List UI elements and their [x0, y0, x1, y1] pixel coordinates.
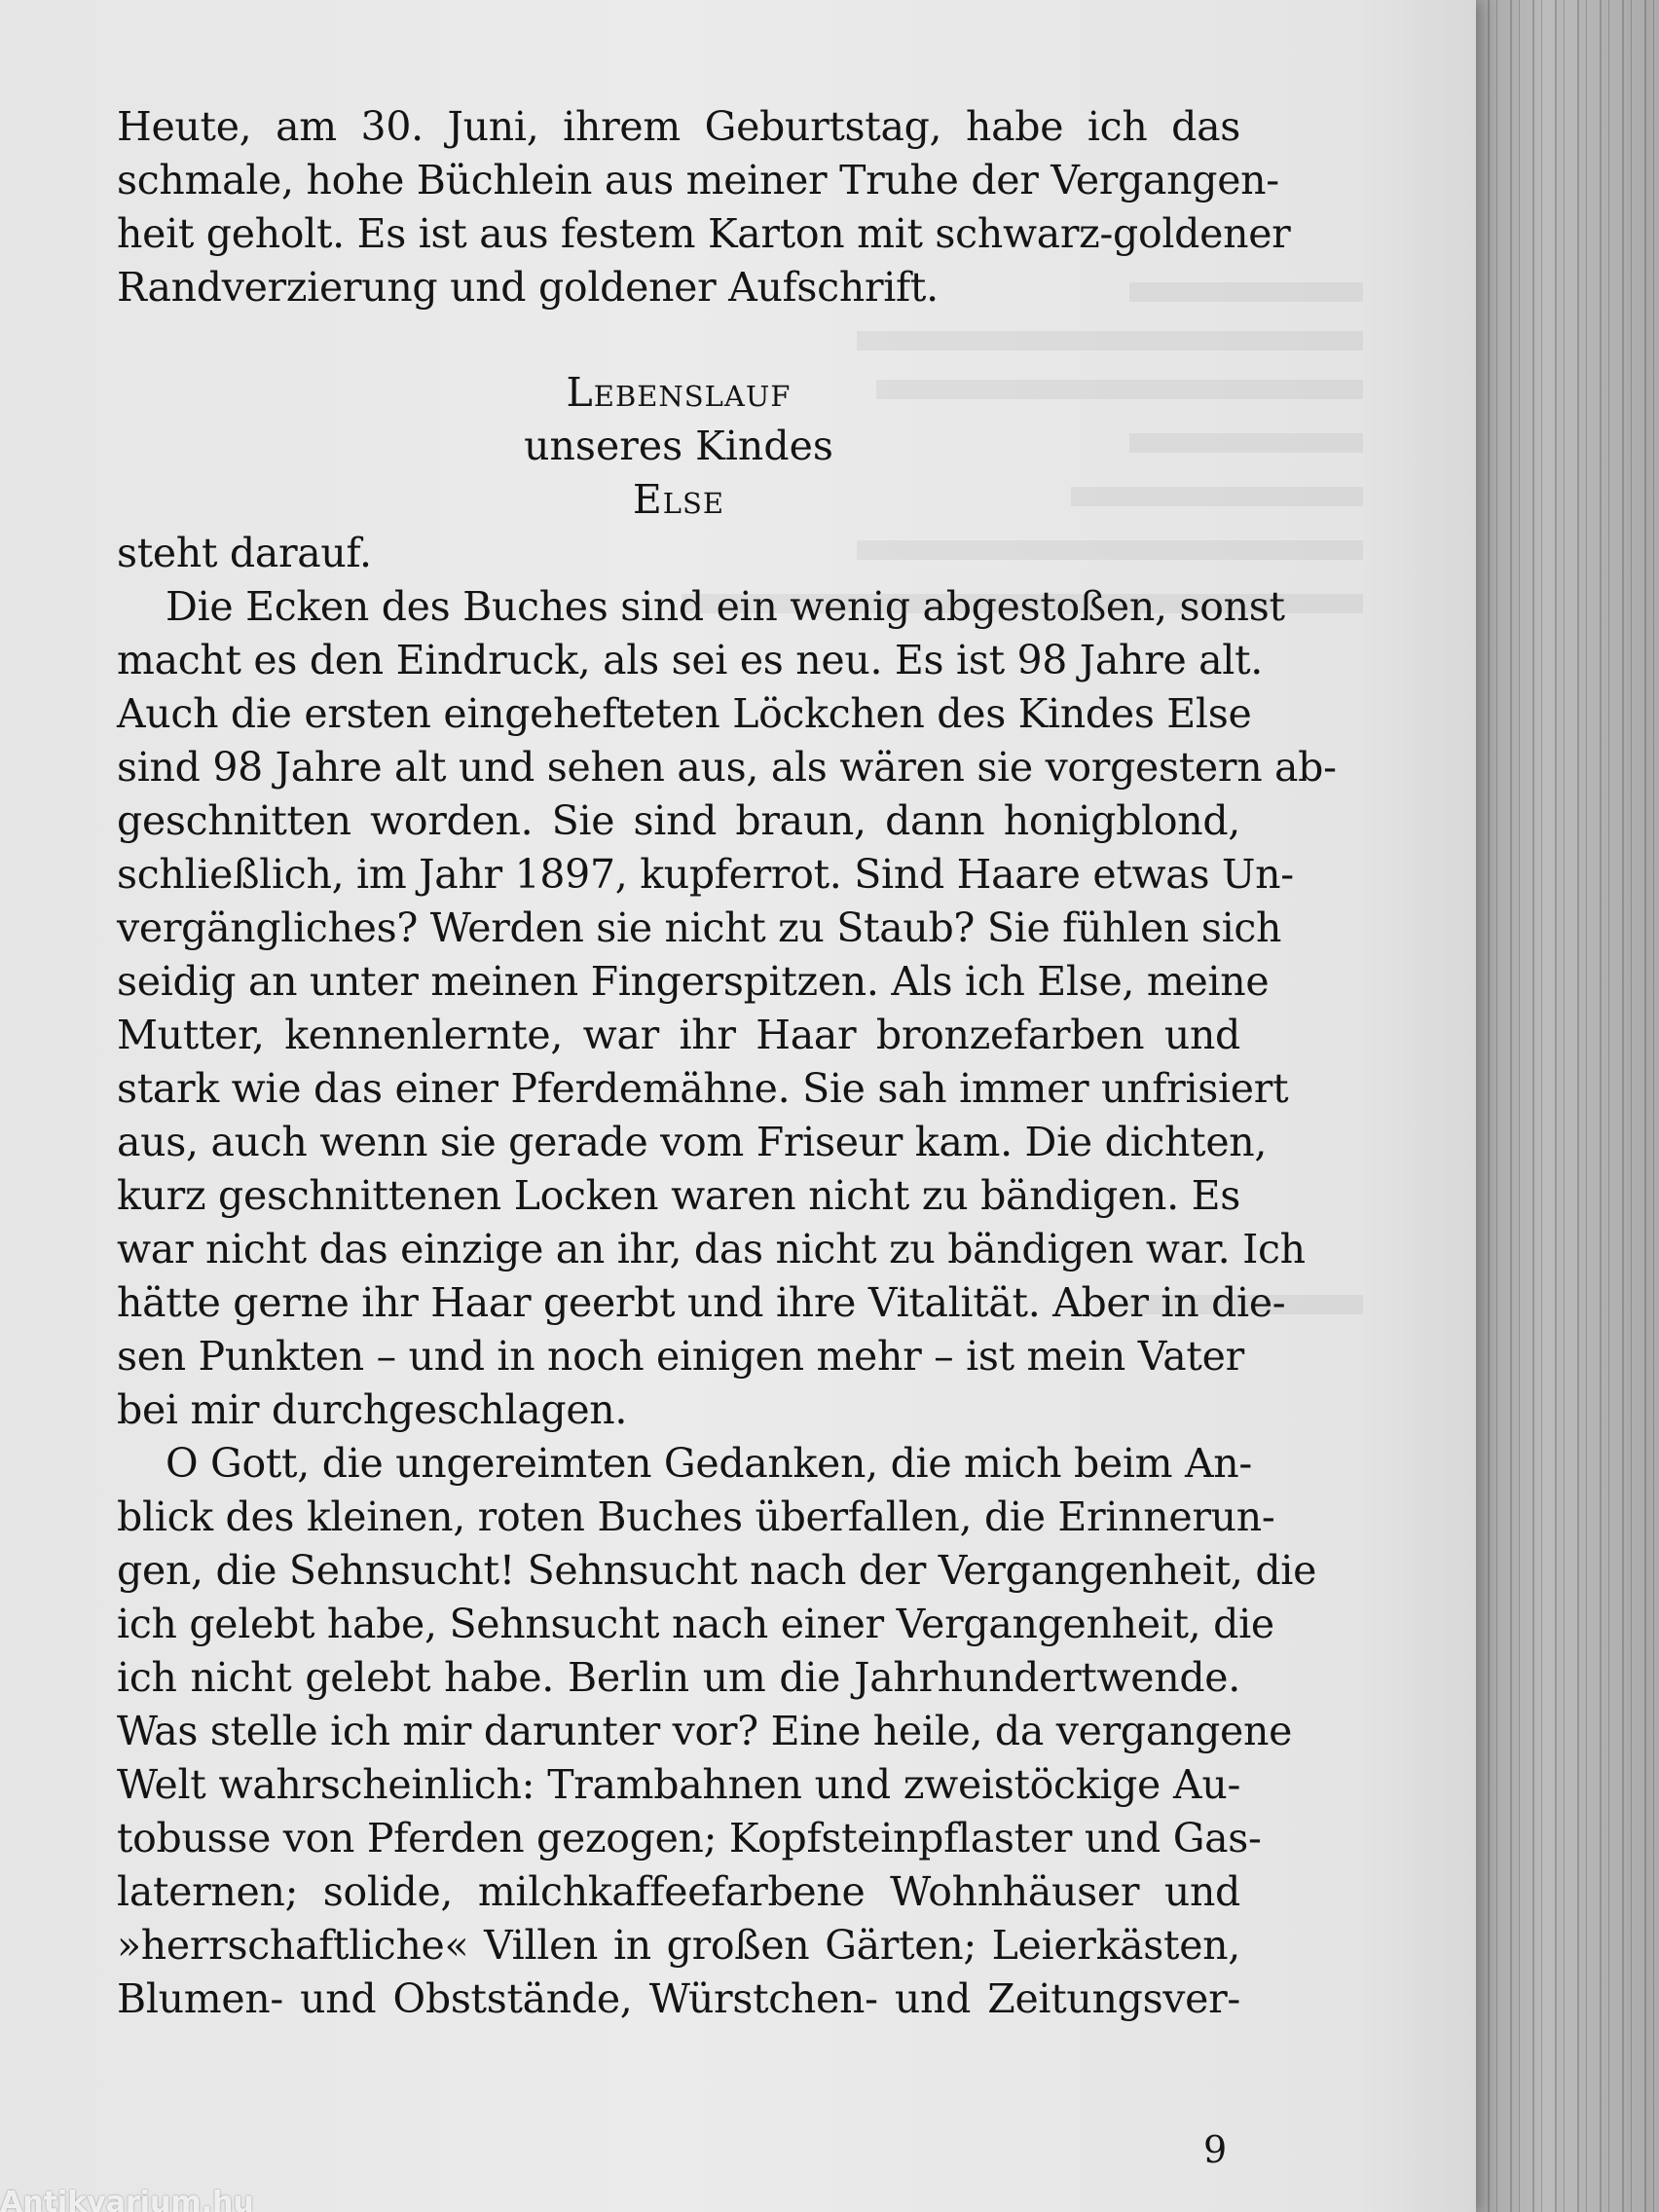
page-number: 9	[1203, 2128, 1228, 2171]
heading-name: Else	[632, 476, 725, 523]
text-line: sen Punkten – und in noch einigen mehr – ist mein Vater	[117, 1333, 1244, 1380]
text-line: sind 98 Jahre alt und sehen aus, als wären sie vorgestern ab-	[117, 744, 1337, 791]
text-line: ich gelebt habe, Sehnsucht nach einer Vergangenheit, die	[117, 1601, 1274, 1647]
text-line: gen, die Sehnsucht! Sehnsucht nach der Vergangenheit, die	[117, 1547, 1317, 1594]
text-line: kurz geschnittenen Locken waren nicht zu bändigen. Es	[117, 1172, 1240, 1219]
text-line: bei mir durchgeschlagen.	[117, 1386, 628, 1433]
text-line: ich nicht gelebt habe. Berlin um die Jahrhundertwende.	[117, 1654, 1240, 1701]
text-line: heit geholt. Es ist aus festem Karton mit schwarz-goldener	[117, 210, 1291, 257]
text-line: stark wie das einer Pferdemähne. Sie sah immer unfrisiert	[117, 1065, 1289, 1112]
text-line: Welt wahrscheinlich: Trambahnen und zweistöckige Au-	[117, 1761, 1240, 1808]
text-line: macht es den Eindruck, als sei es neu. Es ist 98 Jahre alt.	[117, 637, 1264, 683]
text-line: laternen; solide, milchkaffeefarbene Wohnhäuser und	[117, 1868, 1240, 1915]
text-line: tobusse von Pferden gezogen; Kopfsteinpflaster und Gas-	[117, 1815, 1262, 1862]
text-line: steht darauf.	[117, 530, 372, 576]
text-line: Mutter, kennenlernte, war ihr Haar bronzefarben und	[117, 1012, 1240, 1058]
heading-subtitle: unseres Kindes	[524, 423, 833, 469]
text-line: Die Ecken des Buches sind ein wenig abgestoßen, sonst	[166, 583, 1285, 630]
text-line: Was stelle ich mir darunter vor? Eine heile, da vergangene	[117, 1708, 1293, 1754]
page-text	[117, 100, 1337, 2026]
text-line: schließlich, im Jahr 1897, kupferrot. Sind Haare etwas Un-	[117, 851, 1294, 898]
text-line: hätte gerne ihr Haar geerbt und ihre Vitalität. Aber in die-	[117, 1279, 1286, 1326]
text-line: vergängliches? Werden sie nicht zu Staub? Sie fühlen sich	[117, 904, 1282, 951]
text-line: Randverzierung und goldener Aufschrift.	[117, 264, 939, 311]
text-line: »herrschaftliche« Villen in großen Gärten; Leierkästen,	[117, 1922, 1240, 1969]
text-line: geschnitten worden. Sie sind braun, dann honigblond,	[117, 797, 1240, 844]
watermark-text: Antikvarium.hu	[0, 2189, 254, 2212]
text-line: blick des kleinen, roten Buches überfallen, die Erinnerun-	[117, 1493, 1275, 1540]
text-line: Blumen- und Obststände, Würstchen- und Zeitungsver-	[117, 1975, 1240, 2022]
text-line: aus, auch wenn sie gerade vom Friseur kam. Die dichten,	[117, 1119, 1268, 1165]
text-line: O Gott, die ungereimten Gedanken, die mich beim An-	[166, 1440, 1252, 1487]
text-line: seidig an unter meinen Fingerspitzen. Als ich Else, meine	[117, 958, 1270, 1005]
heading-title: Lebenslauf	[566, 369, 792, 416]
text-line: war nicht das einzige an ihr, das nicht zu bändigen war. Ich	[117, 1226, 1306, 1272]
text-line: schmale, hohe Büchlein aus meiner Truhe der Vergangen-	[117, 157, 1279, 203]
spacer	[117, 314, 1240, 366]
wood-background	[1465, 0, 1659, 2212]
text-line: Auch die ersten eingehefteten Löckchen des Kindes Else	[117, 690, 1252, 737]
text-line: Heute, am 30. Juni, ihrem Geburtstag, habe ich das	[117, 103, 1240, 150]
